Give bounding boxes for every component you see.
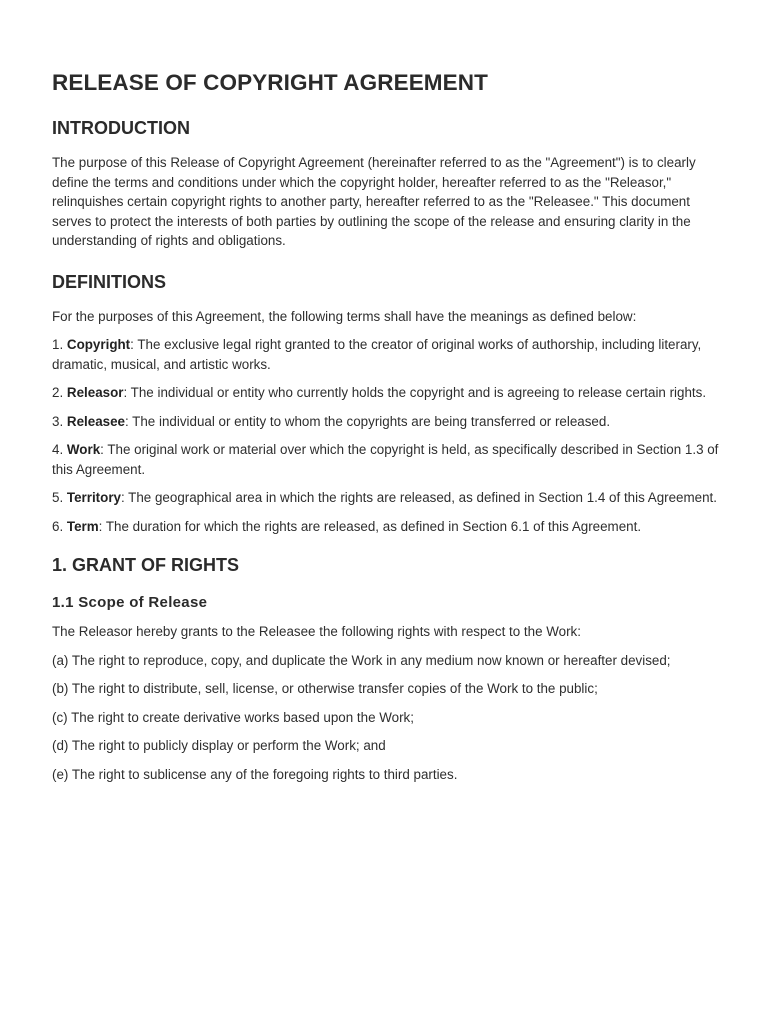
definition-term: Work	[66, 442, 101, 457]
right-item-c: (c) The right to create derivative works based upon the Work;	[52, 709, 414, 725]
definition-item-territory: 5. Territory: The geographical area in which the rights are released, as defined in Section 1.4 of this Agreement.	[52, 490, 717, 505]
definition-term: Releasor	[66, 385, 124, 400]
definitions-heading: DEFINITIONS	[52, 271, 167, 292]
definition-term: Copyright	[66, 337, 131, 352]
definition-item-releasee: 3. Releasee: The individual or entity to whom the copyrights are being transferred or released.	[52, 413, 611, 429]
grant-intro: The Releasor hereby grants to the Releasee the following rights with respect to the Work:	[52, 624, 581, 639]
definition-item-copyright: 1. Copyright: The exclusive legal right granted to the creator of original works of authorship, including literary, dramatic, musical, and artistic works.	[52, 337, 702, 372]
right-item-b: (b) The right to distribute, sell, license, or otherwise transfer copies of the Work to the public;	[52, 681, 598, 696]
definition-item-work: 4. Work: The original work or material over which the copyright is held, as specifically described in Section 1.3 of this Agreement.	[52, 442, 719, 477]
definition-term: Territory	[66, 490, 121, 505]
right-item-a: (a) The right to reproduce, copy, and duplicate the Work in any medium now known or hereafter devised;	[52, 652, 671, 668]
right-item-e: (e) The right to sublicense any of the foregoing rights to third parties.	[52, 766, 458, 782]
grant-heading: 1. GRANT OF RIGHTS	[52, 555, 240, 575]
scope-subheading: 1.1 Scope of Release	[52, 594, 208, 611]
definitions-intro: For the purposes of this Agreement, the following terms shall have the meanings as defined below:	[52, 308, 637, 324]
document-title: RELEASE OF COPYRIGHT AGREEMENT	[52, 70, 488, 95]
definition-term: Term	[66, 518, 99, 534]
introduction-heading: INTRODUCTION	[52, 118, 190, 138]
definition-item-releasor: 2. Releasor: The individual or entity who currently holds the copyright and is agreeing to release certain rights.	[52, 385, 707, 400]
introduction-paragraph: The purpose of this Release of Copyright Agreement (hereinafter referred to as the "Agreement") is to clearly define the terms and conditions under which the copyright holder, hereafter referred to as the "Releasor," relinquishes certain copyright rights to another party, hereafter referred to as the "Releasee." This document serves to protect the interests of both parties by outlining the scope of the release and ensuring clarity in the understanding of rights and obligations.	[52, 155, 696, 248]
definition-item-term: 6. Term: The duration for which the rights are released, as defined in Section 6.1 of this Agreement.	[52, 518, 642, 534]
definition-term: Releasee	[66, 413, 125, 429]
right-item-d: (d) The right to publicly display or perform the Work; and	[52, 738, 386, 753]
